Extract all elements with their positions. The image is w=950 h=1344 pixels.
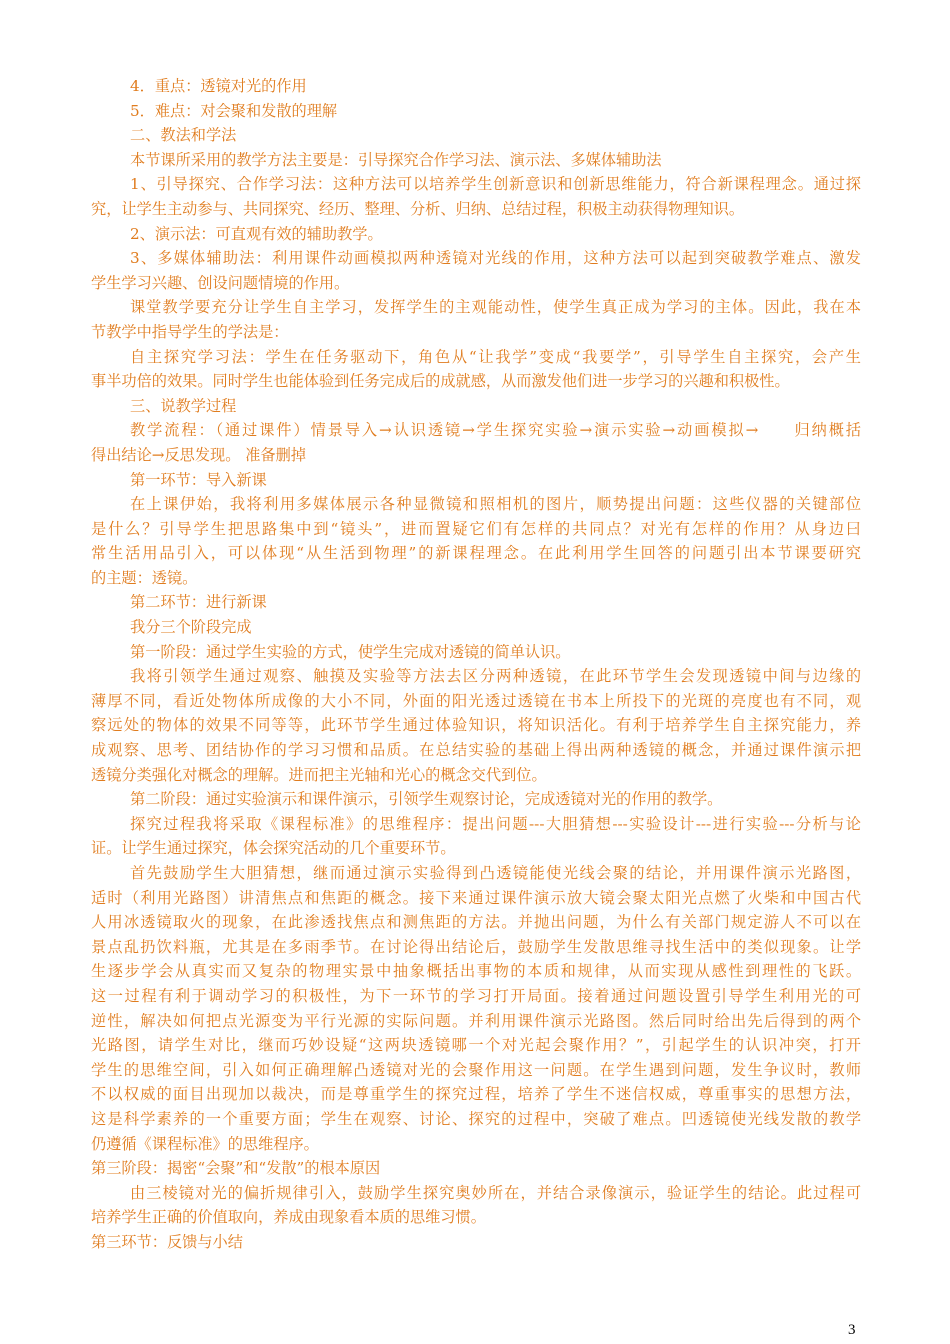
text-line: 这是科学素养的一个重要方面；学生在观察、讨论、探究的过程中，突破了难点。凹透镜使光线发散的教学 — [91, 1109, 861, 1128]
text-line: 本节课所采用的教学方法主要是：引导探究合作学习法、演示法、多媒体辅助法 — [130, 150, 662, 169]
text-line: 的主题：透镜。 — [91, 568, 198, 587]
text-line: 光路图，请学生对比，继而巧妙设疑“这两块透镜哪一个对光起会聚作用？”，引起学生的认识冲突，打开 — [91, 1036, 861, 1055]
text-line: 是什么？引导学生把思路集中到“镜头”，进而置疑它们有怎样的共同点？对光有怎样的作用？从身边曰 — [91, 519, 861, 538]
text-line: 节教学中指导学生的学法是： — [91, 322, 289, 341]
text-line: 究，让学生主动参与、共同探究、经历、整理、分析、归纳、总结过程，积极主动获得物理知识。 — [91, 199, 745, 218]
text-line: 1、引导探究、合作学习法：这种方法可以培养学生创新意识和创新思维能力，符合新课程理念。通过探 — [130, 175, 861, 194]
text-line: 我将引领学生通过观察、触摸及实验等方法去区分两种透镜，在此环节学生会发现透镜中间与边缘的 — [130, 667, 861, 686]
text-line: 5．难点：对会聚和发散的理解 — [130, 101, 338, 120]
page-number: 3 — [848, 1322, 856, 1338]
text-line: 学生的思维空间，引入如何正确理解凸透镜对光的会聚作用这一问题。在学生遇到问题，发生争议时，教师 — [91, 1060, 861, 1079]
text-line: 教学流程：（通过课件）情景导入→认识透镜→学生探究实验→演示实验→动画模拟→ 归纳概括 — [130, 421, 861, 440]
text-line: 察远处的物体的效果不同等等，此环节学生通过体验知识，将知识活化。有利于培养学生自主探究能力，养 — [91, 716, 861, 735]
text-line: 课堂教学要充分让学生自主学习，发挥学生的主观能动性，使学生真正成为学习的主体。因此，我在本 — [130, 298, 861, 317]
text-line: 景点乱扔饮料瓶，尤其是在多雨季节。在讨论得出结论后，鼓励学生发散思维寻找生活中的类似现象。让学 — [91, 937, 861, 956]
text-line: 薄厚不同，看近处物体所成像的大小不同，外面的阳光透过透镜在书本上所投下的光斑的亮度也有不同，观 — [91, 691, 861, 710]
text-line: 仍遵循《课程标准》的思维程序。 — [91, 1134, 319, 1153]
text-line: 事半功倍的效果。同时学生也能体验到任务完成后的成就感，从而激发他们进一步学习的兴趣和积极性。 — [91, 372, 790, 391]
subsection-heading: 第三环节：反馈与小结 — [91, 1232, 243, 1251]
subsection-heading: 第三阶段：揭密“会聚”和“发散”的根本原因 — [91, 1159, 381, 1178]
text-line: 培养学生正确的价值取向，养成由现象看本质的思维习惯。 — [91, 1208, 486, 1227]
text-line: 自主探究学习法：学生在任务驱动下，角色从“让我学”变成“我要学”，引导学生自主探究，会产生 — [130, 347, 861, 366]
text-line: 3、多媒体辅助法：利用课件动画模拟两种透镜对光线的作用，这种方法可以起到突破教学难点、激发 — [130, 249, 861, 268]
text-line: 逆性，解决如何把点光源变为平行光源的实际问题。并利用课件演示光路图。然后同时给出先后得到的两个 — [91, 1011, 861, 1030]
text-line: 2、演示法：可直观有效的辅助教学。 — [130, 224, 383, 243]
text-line: 生逐步学会从真实而又复杂的物理实景中抽象概括出事物的本质和规律，从而实现从感性到理性的飞跃。 — [91, 962, 861, 981]
text-line: 探究过程我将采取《课程标准》的思维程序：提出问题---大胆猜想---实验设计---进行实验---分析与论 — [130, 814, 861, 833]
section-heading: 二、教法和学法 — [130, 126, 237, 145]
text-line: 这一过程有利于调动学习的积极性，为下一环节的学习打开局面。接着通过问题设置引导学生利用光的可 — [91, 986, 861, 1005]
text-line: 人用冰透镜取火的现象，在此渗透找焦点和测焦距的方法。并抛出问题，为什么有关部门规定游人不可以在 — [91, 913, 861, 932]
section-heading: 三、说教学过程 — [130, 396, 237, 415]
subsection-heading: 第二环节：进行新课 — [130, 593, 267, 612]
text-line: 证。让学生通过探究，体会探究活动的几个重要环节。 — [91, 839, 456, 858]
subsection-heading: 第一环节：导入新课 — [130, 470, 267, 489]
text-line: 我分三个阶段完成 — [130, 618, 252, 637]
text-line: 由三棱镜对光的偏折规律引入，鼓励学生探究奥妙所在，并结合录像演示，验证学生的结论。此过程可 — [130, 1183, 861, 1202]
text-line: 在上课伊始，我将利用多媒体展示各种显微镜和照相机的图片，顺势提出问题：这些仪器的关键部位 — [130, 495, 861, 514]
text-line: 得出结论→反思发现。 准备删掉 — [91, 445, 306, 464]
text-line: 适时（利用光路图）讲清焦点和焦距的概念。接下来通过课件演示放大镜会聚太阳光点燃了火柴和中国古代 — [91, 888, 861, 907]
text-line: 常生活用品引入，可以体现“从生活到物理”的新课程理念。在此利用学生回答的问题引出本节课要研究 — [91, 544, 861, 563]
document-body — [91, 74, 861, 1255]
text-line: 第二阶段：通过实验演示和课件演示，引领学生观察讨论，完成透镜对光的作用的教学。 — [130, 790, 723, 809]
text-line: 第一阶段：通过学生实验的方式，使学生完成对透镜的简单认识。 — [130, 642, 571, 661]
text-line: 不以权威的面目出现加以裁决，而是尊重学生的探究过程，培养了学生不迷信权威，尊重事实的思想方法， — [91, 1085, 861, 1104]
text-line: 学生学习兴趣、创设问题情境的作用。 — [91, 273, 350, 292]
text-line: 首先鼓励学生大胆猜想，继而通过演示实验得到凸透镜能使光线会聚的结论，并用课件演示光路图， — [130, 864, 861, 882]
text-line: 成观察、思考、团结协作的学习习惯和品质。在总结实验的基础上得出两种透镜的概念，并通过课件演示把 — [91, 741, 861, 760]
text-line: 4．重点：透镜对光的作用 — [130, 77, 307, 95]
text-line: 透镜分类强化对概念的理解。进而把主光轴和光心的概念交代到位。 — [91, 765, 547, 784]
